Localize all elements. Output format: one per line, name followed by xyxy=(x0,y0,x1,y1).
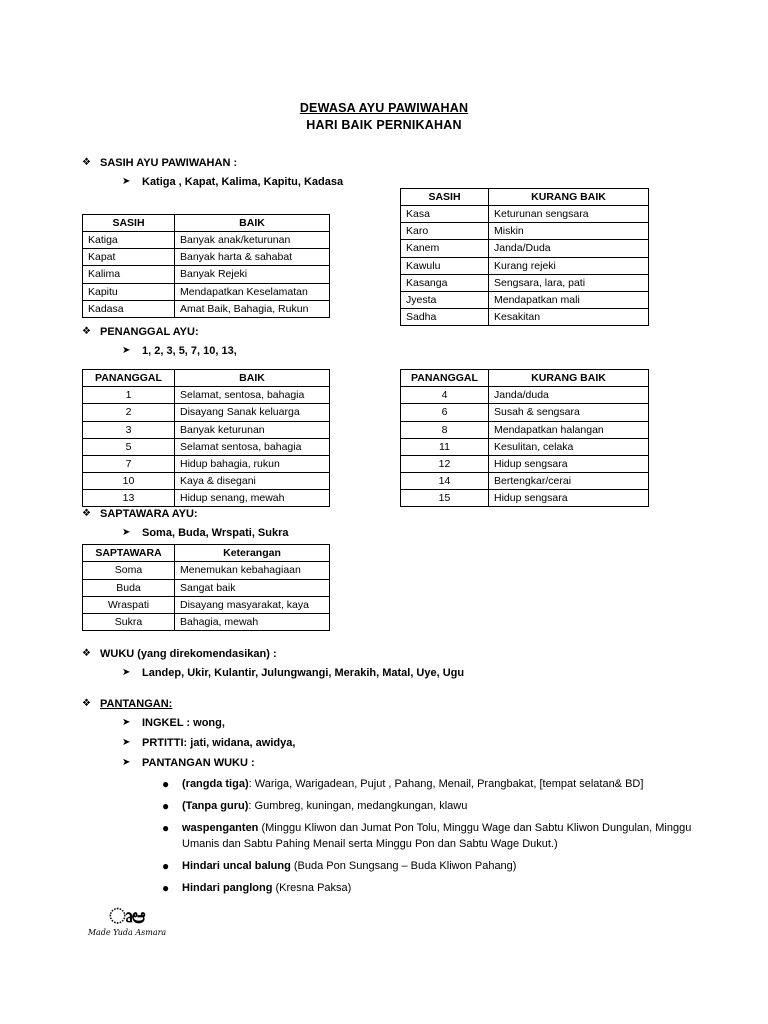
cell: Selamat, sentosa, bahagia xyxy=(175,387,330,404)
cell: 2 xyxy=(83,404,175,421)
arrow-bullet-icon: ➤ xyxy=(122,345,131,357)
cell: Kapitu xyxy=(83,283,175,300)
cell: Katiga xyxy=(83,232,175,249)
table-sasih-kurang-baik xyxy=(400,188,649,326)
col-header: PANANGGAL xyxy=(401,370,489,387)
penanggal-tables-row xyxy=(60,369,708,505)
cell: Miskin xyxy=(489,223,649,240)
cell: Hidup sengsara xyxy=(489,490,649,507)
cell: Hidup senang, mewah xyxy=(175,490,330,507)
table-row xyxy=(401,438,649,455)
cell: 11 xyxy=(401,438,489,455)
cell: Susah & sengsara xyxy=(489,404,649,421)
diamond-bullet-icon: ❖ xyxy=(82,325,91,337)
table-row xyxy=(401,473,649,490)
entry-rest-label: (Minggu Kliwon dan Jumat Pon Tolu, Minggu Wage dan Sabtu Kliwon Dungulan, Minggu Umanis dan Sabtu Pahing Menail serta Minggu Pon dan Sabtu Wage Dukut.) xyxy=(182,821,692,850)
section-heading-sasih xyxy=(82,156,708,170)
cell: 15 xyxy=(401,490,489,507)
cell: Kesulitan, celaka xyxy=(489,438,649,455)
arrow-bullet-icon: ➤ xyxy=(122,527,131,539)
cell: 12 xyxy=(401,455,489,472)
cell: Kanem xyxy=(401,240,489,257)
cell: Kalima xyxy=(83,266,175,283)
cell: Kesakitan xyxy=(489,309,649,326)
section-sub-label: Katiga , Kapat, Kalima, Kapitu, Kadasa xyxy=(142,176,344,189)
cell: Wraspati xyxy=(83,596,175,613)
table-row xyxy=(83,490,330,507)
dot-bullet-icon: ● xyxy=(162,820,170,835)
cell: Bertengkar/cerai xyxy=(489,473,649,490)
cell: 13 xyxy=(83,490,175,507)
table-sasih-baik xyxy=(82,214,330,318)
pantangan-wuku-entry xyxy=(162,859,708,875)
cell: 5 xyxy=(83,438,175,455)
col-header: SASIH xyxy=(83,214,175,231)
section-heading-pantangan xyxy=(82,697,708,711)
entry-rest-label: : Wariga, Warigadean, Pujut , Pahang, Menail, Prangbakat, [tempat selatan& BD] xyxy=(248,778,644,790)
table-saptawara-wrap xyxy=(82,544,708,631)
section-heading-label: WUKU (yang direkomendasikan) : xyxy=(100,648,277,661)
table-row xyxy=(83,613,330,630)
section-heading-wuku xyxy=(82,647,708,661)
entry-bold-label: (Tanpa guru) xyxy=(182,799,249,812)
table-row xyxy=(401,206,649,223)
section-heading-label: PENANGGAL AYU: xyxy=(100,325,199,338)
table-row xyxy=(83,455,330,472)
entry-bold-label: Hindari panglong xyxy=(182,881,273,894)
cell: Hidup sengsara xyxy=(489,455,649,472)
title-sub: HARI BAIK PERNIKAHAN xyxy=(306,117,462,132)
table-row xyxy=(83,421,330,438)
pantangan-wuku-entry xyxy=(162,799,708,815)
pantangan-item-ingkel xyxy=(122,716,708,731)
section-sub-saptawara xyxy=(122,526,708,541)
cell: Banyak anak/keturunan xyxy=(175,232,330,249)
title-main: DEWASA AYU PAWIWAHAN xyxy=(299,101,469,115)
cell: Sadha xyxy=(401,309,489,326)
cell: Menemukan kebahagiaan xyxy=(175,562,330,579)
table-row xyxy=(401,387,649,404)
table-row xyxy=(401,223,649,240)
col-header: Keterangan xyxy=(175,545,330,562)
section-sub-label: 1, 2, 3, 5, 7, 10, 13, xyxy=(142,345,237,358)
entry-rest-label: (Kresna Paksa) xyxy=(272,881,352,894)
table-row xyxy=(83,266,330,283)
cell: Mendapatkan halangan xyxy=(489,421,649,438)
entry-bold-label: Hindari uncal balung xyxy=(182,859,291,872)
arrow-bullet-icon: ➤ xyxy=(122,737,131,749)
cell: Disayang masyarakat, kaya xyxy=(175,596,330,613)
cell: Jyesta xyxy=(401,291,489,308)
cell: Soma xyxy=(83,562,175,579)
cell: Kapat xyxy=(83,249,175,266)
cell: Selamat sentosa, bahagia xyxy=(175,438,330,455)
section-heading-penanggal xyxy=(82,325,708,339)
arrow-bullet-icon: ➤ xyxy=(122,667,131,679)
table-saptawara xyxy=(82,544,330,631)
entry-rest-label: (Buda Pon Sungsang – Buda Kliwon Pahang) xyxy=(290,859,517,872)
entry-bold-label: (rangda tiga) xyxy=(182,778,249,790)
dot-bullet-icon: ● xyxy=(162,798,170,813)
col-header: SAPTAWARA xyxy=(83,545,175,562)
cell: Mendapatkan Keselamatan xyxy=(175,283,330,300)
pantangan-item-prtitti xyxy=(122,736,708,751)
signature-name: Made Yuda Asmara xyxy=(87,928,167,937)
section-sub-label: Landep, Ukir, Kulantir, Julungwangi, Merakih, Matal, Uye, Ugu xyxy=(142,667,465,680)
table-row xyxy=(83,387,330,404)
col-header: BAIK xyxy=(175,214,330,231)
table-penanggal-baik-wrap xyxy=(82,369,330,507)
dot-bullet-icon: ● xyxy=(162,880,170,895)
section-sub-label: Soma, Buda, Wrspati, Sukra xyxy=(142,527,289,540)
cell: Kadasa xyxy=(83,300,175,317)
cell: 7 xyxy=(83,455,175,472)
table-row xyxy=(83,300,330,317)
table-sasih-kurang-baik-wrap xyxy=(400,188,649,326)
cell: Amat Baik, Bahagia, Rukun xyxy=(175,300,330,317)
cell: Sangat baik xyxy=(175,579,330,596)
pantangan-wuku-entry xyxy=(162,821,708,853)
section-heading-label: SAPTAWARA AYU: xyxy=(100,508,198,521)
table-row xyxy=(83,579,330,596)
sasih-tables-row xyxy=(60,190,708,324)
table-row xyxy=(401,404,649,421)
table-penanggal-kurang-baik-wrap xyxy=(400,369,649,507)
arrow-bullet-icon: ➤ xyxy=(122,717,131,729)
signature-glyph: ෘಆ xyxy=(109,903,145,928)
section-heading-label: PANTANGAN: xyxy=(100,698,173,711)
table-row xyxy=(83,283,330,300)
cell: Buda xyxy=(83,579,175,596)
col-header: SASIH xyxy=(401,188,489,205)
table-row xyxy=(83,232,330,249)
cell: 6 xyxy=(401,404,489,421)
table-row xyxy=(401,257,649,274)
table-row xyxy=(401,421,649,438)
pantangan-wuku-entry xyxy=(162,777,708,793)
diamond-bullet-icon: ❖ xyxy=(82,156,91,168)
entry-rest-label: : Gumbreg, kuningan, medangkungan, klawu xyxy=(248,799,468,812)
pantangan-item-label: INGKEL : wong, xyxy=(142,717,225,730)
col-header: PANANGGAL xyxy=(83,370,175,387)
cell: Bahagia, mewah xyxy=(175,613,330,630)
table-row xyxy=(401,291,649,308)
table-penanggal-baik xyxy=(82,369,330,507)
cell: 10 xyxy=(83,473,175,490)
cell: 14 xyxy=(401,473,489,490)
pantangan-item-wuku xyxy=(122,756,708,771)
diamond-bullet-icon: ❖ xyxy=(82,508,91,520)
table-row xyxy=(401,490,649,507)
cell: Janda/duda xyxy=(489,387,649,404)
cell: Karo xyxy=(401,223,489,240)
cell: 4 xyxy=(401,387,489,404)
diamond-bullet-icon: ❖ xyxy=(82,698,91,710)
table-row xyxy=(83,249,330,266)
pantangan-wuku-entry xyxy=(162,881,708,897)
cell: Janda/Duda xyxy=(489,240,649,257)
diamond-bullet-icon: ❖ xyxy=(82,648,91,660)
cell: Banyak harta & sahabat xyxy=(175,249,330,266)
cell: Kaya & disegani xyxy=(175,473,330,490)
table-penanggal-kurang-baik xyxy=(400,369,649,507)
col-header: BAIK xyxy=(175,370,330,387)
col-header: KURANG BAIK xyxy=(489,188,649,205)
entry-bold-label: waspenganten xyxy=(182,821,259,834)
cell: 1 xyxy=(83,387,175,404)
table-row xyxy=(83,438,330,455)
table-row xyxy=(83,473,330,490)
cell: Banyak Rejeki xyxy=(175,266,330,283)
section-sub-wuku xyxy=(122,666,708,681)
table-row xyxy=(83,404,330,421)
table-row xyxy=(401,274,649,291)
arrow-bullet-icon: ➤ xyxy=(122,757,131,769)
cell: Kasa xyxy=(401,206,489,223)
table-sasih-baik-wrap xyxy=(82,214,330,318)
table-row xyxy=(83,562,330,579)
cell: Keturunan sengsara xyxy=(489,206,649,223)
cell: Disayang Sanak keluarga xyxy=(175,404,330,421)
cell: Mendapatkan mali xyxy=(489,291,649,308)
table-row xyxy=(83,596,330,613)
section-sub-penanggal xyxy=(122,344,708,359)
cell: Kasanga xyxy=(401,274,489,291)
dot-bullet-icon: ● xyxy=(162,777,170,791)
table-row xyxy=(401,240,649,257)
cell: Kawulu xyxy=(401,257,489,274)
cell: 3 xyxy=(83,421,175,438)
signature xyxy=(72,905,182,937)
section-heading-label: SASIH AYU PAWIWAHAN : xyxy=(100,156,238,169)
cell: 8 xyxy=(401,421,489,438)
cell: Sengsara, lara, pati xyxy=(489,274,649,291)
pantangan-item-label: PANTANGAN WUKU : xyxy=(142,757,255,770)
section-heading-saptawara xyxy=(82,507,708,521)
table-row xyxy=(401,455,649,472)
dot-bullet-icon: ● xyxy=(162,858,170,873)
col-header: KURANG BAIK xyxy=(489,370,649,387)
cell: Banyak keturunan xyxy=(175,421,330,438)
cell: Sukra xyxy=(83,613,175,630)
cell: Kurang rejeki xyxy=(489,257,649,274)
pantangan-item-label: PRTITTI: jati, widana, awidya, xyxy=(142,737,296,750)
page-title xyxy=(60,100,708,134)
table-row xyxy=(401,309,649,326)
cell: Hidup bahagia, rukun xyxy=(175,455,330,472)
arrow-bullet-icon: ➤ xyxy=(122,176,131,188)
